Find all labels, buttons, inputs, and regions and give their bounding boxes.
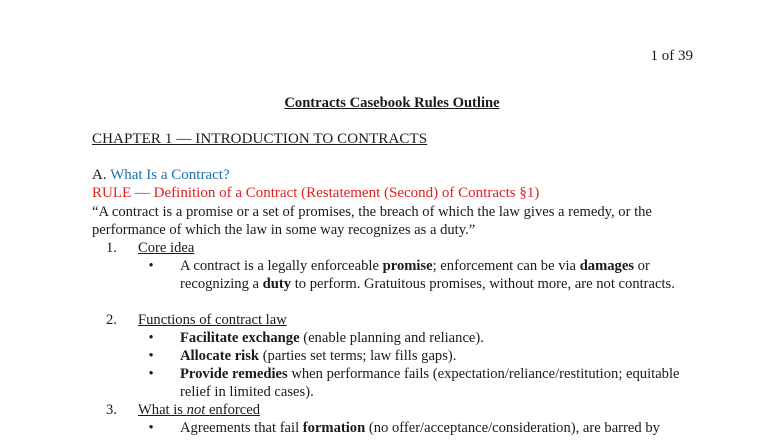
text-run: (no offer/acceptance/consideration), are barred by (365, 420, 660, 436)
bullet-icon: • (148, 330, 154, 346)
rule-heading: RULE — Definition of a Contract (Restatement (Second) of Contracts §1) (92, 185, 540, 201)
item-label-post: enforced (205, 402, 260, 418)
bold-term: formation (302, 420, 366, 436)
bullet-icon: • (148, 366, 154, 382)
text-run: or recognizing a (180, 258, 650, 292)
section-letter: A. (92, 167, 107, 183)
item-label-emphasis: not (186, 402, 206, 418)
item-label (138, 401, 260, 419)
text-run: ; enforcement can be via (432, 258, 580, 274)
bullet-icon: • (148, 420, 154, 436)
rule-quote: “A contract is a promise or a set of promises, the breach of which the law gives a remedy, or the performance of which the law in some way recognizes as a duty.” (92, 204, 652, 239)
bold-term: Allocate risk (180, 348, 260, 364)
item-label-pre: What is (138, 402, 187, 418)
text-run: (enable planning and reliance). (299, 330, 484, 346)
bold-term: damages (579, 258, 635, 274)
page-number: 1 of 39 (650, 48, 693, 64)
text-run: to perform. Gratuitous promises, without more, are not contracts. (291, 276, 675, 292)
bullet-text (180, 329, 690, 347)
bold-term: Provide remedies (180, 366, 288, 382)
bold-term: promise (382, 258, 433, 274)
section-heading (92, 166, 230, 185)
bold-term: duty (262, 276, 292, 292)
bold-term: Facilitate exchange (180, 330, 300, 346)
document-title: Contracts Casebook Rules Outline (284, 95, 500, 111)
bullet-text (180, 419, 690, 437)
bullet-icon: • (148, 258, 154, 274)
text-run: (parties set terms; law fills gaps). (259, 348, 457, 364)
bullet-text (180, 365, 690, 401)
text-run: Agreements that fail (180, 420, 303, 436)
bullet-text (180, 347, 690, 365)
item-number: 1. (106, 240, 117, 256)
text-run: A contract is a legally enforceable (180, 258, 383, 274)
bullet-text (180, 257, 690, 293)
section-title: What Is a Contract? (110, 167, 230, 183)
chapter-heading: CHAPTER 1 — INTRODUCTION TO CONTRACTS (92, 131, 428, 147)
item-number: 2. (106, 312, 117, 328)
item-label: Functions of contract law (138, 312, 287, 328)
item-label: Core idea (138, 240, 195, 256)
text-run: when performance fails (expectation/reliance/restitution; equitable relief in limited cases). (180, 366, 680, 400)
item-number: 3. (106, 402, 117, 418)
bullet-icon: • (148, 348, 154, 364)
